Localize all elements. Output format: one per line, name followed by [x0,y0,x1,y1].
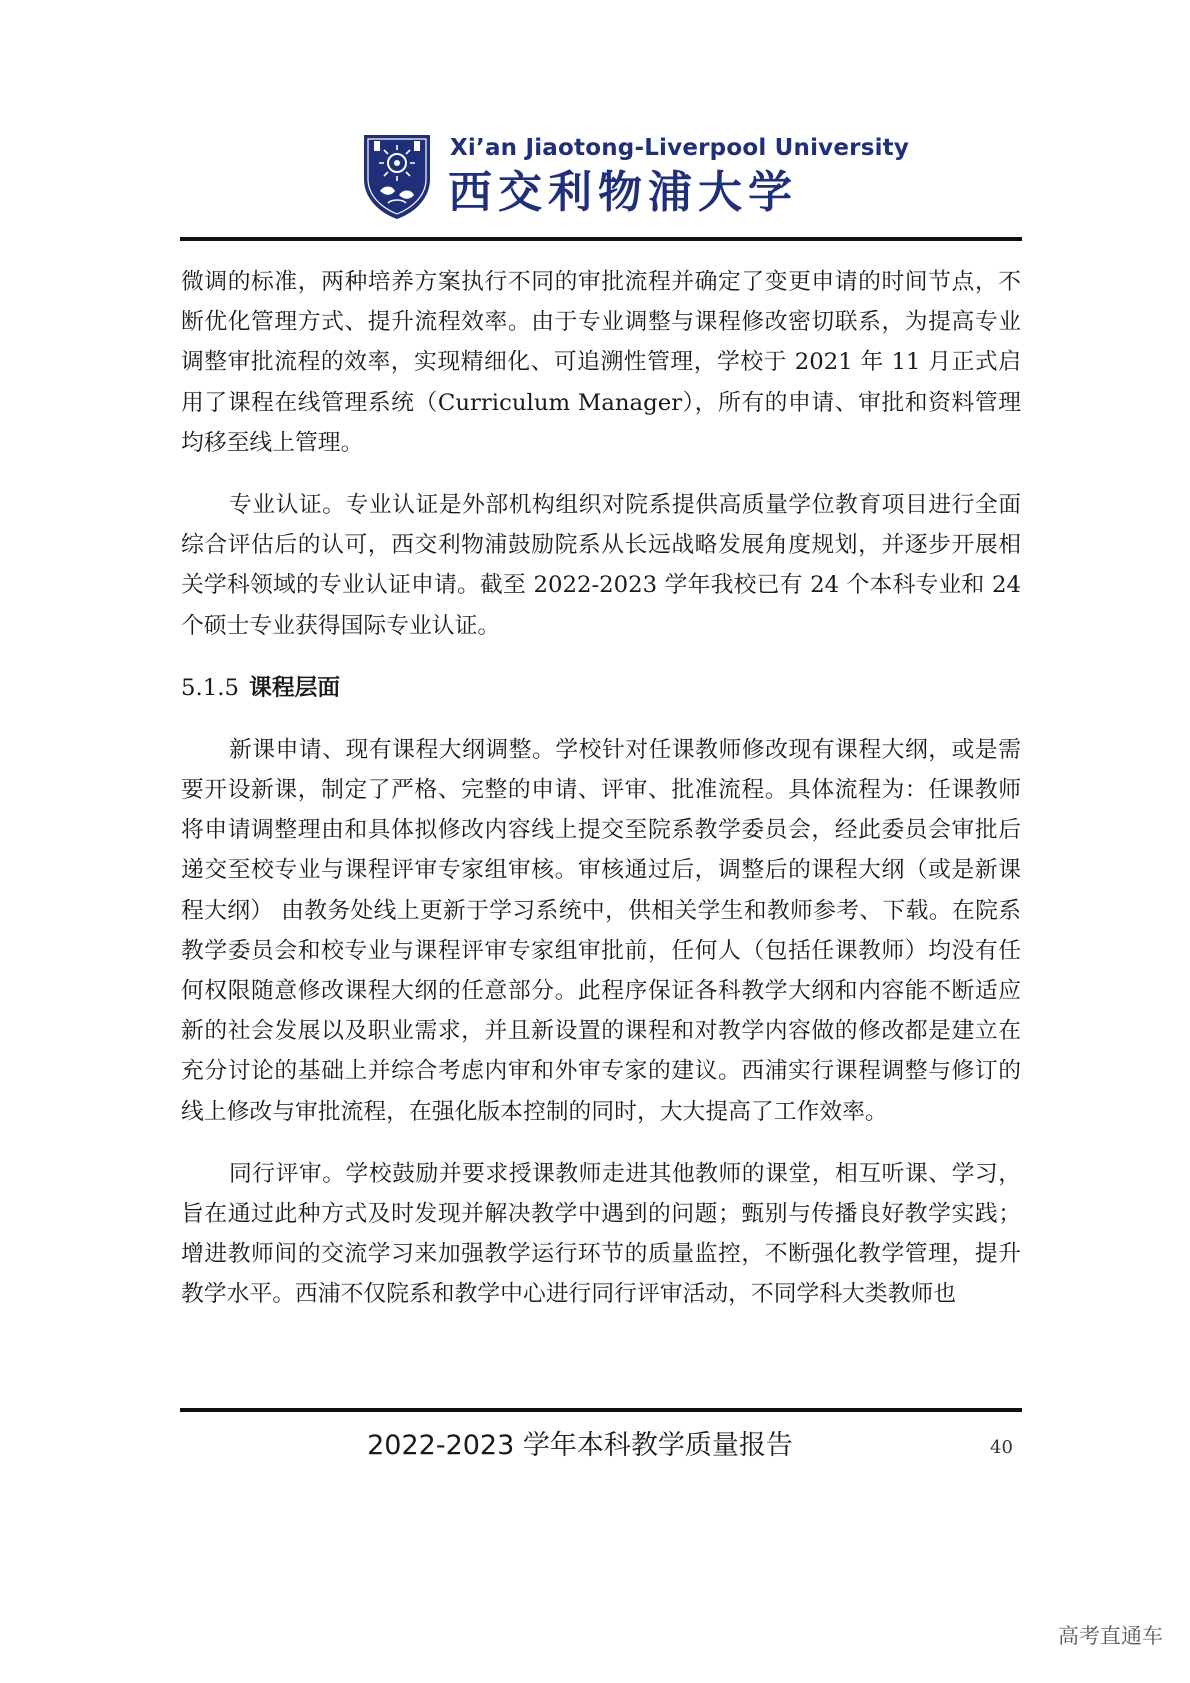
header-divider [180,237,1022,241]
paragraph-new-course: 新课申请、现有课程大纲调整。学校针对任课教师修改现有课程大纲，或是需要开设新课，制定了严格、完整的申请、评审、批准流程。具体流程为：任课教师将申请调整理由和具体拟修改内容线上提交至院系教学委员会，经此委员会审批后递交至校专业与课程评审专家组审核。审核通过后，调整后的课程大纲（或是新课程大纲） 由教务处线上更新于学习系统中，供相关学生和教师参考、下载。在院系教学委员会和校专业与课程评审专家组审批前，任何人（包括任课教师）均没有任何权限随意修改课程大纲的任意部分。此程序保证各科教学大纲和内容能不断适应新的社会发展以及职业需求，并且新设置的课程和对教学内容做的修改都是建立在充分讨论的基础上并综合考虑内审和外审专家的建议。西浦实行课程调整与修订的线上修改与审批流程，在强化版本控制的同时，大大提高了工作效率。 [181,736,1021,1125]
paragraph-peer-review: 同行评审。学校鼓励并要求授课教师走进其他教师的课堂，相互听课、学习，旨在通过此种方式及时发现并解决教学中遇到的问题；甄别与传播良好教学实践；增进教师间的交流学习来加强教学运行环节的质量监控，不断强化教学管理，提升教学水平。西浦不仅院系和教学中心进行同行评审活动，不同学科大类教师也 [181,1160,1021,1308]
footer-divider [180,1408,1022,1412]
section-heading [181,668,1021,708]
report-title: 2022-2023 学年本科教学质量报告 [367,1430,793,1461]
page-number: 40 [990,1437,1013,1458]
paragraph-accreditation: 专业认证。专业认证是外部机构组织对院系提供高质量学位教育项目进行全面综合评估后的认可，西交利物浦鼓励院系从长远战略发展角度规划，并逐步开展相关学科领域的专业认证申请。截至 2022-2023 学年我校已有 24 个本科专业和 24 个硕士专业获得国际专业认证。 [181,492,1021,639]
university-crest-icon [362,133,432,221]
section-number: 5.1.5 [181,674,240,701]
page-body [181,262,1021,1315]
university-name-en: Xi’an Jiaotong-Liverpool University [450,135,910,161]
section-title: 课程层面 [249,674,341,701]
university-header [362,133,910,223]
paragraph-curriculum-manager: 微调的标准，两种培养方案执行不同的审批流程并确定了变更申请的时间节点，不断优化管理方式、提升流程效率。由于专业调整与课程修改密切联系，为提高专业调整审批流程的效率，实现精细化、可追溯性管理，学校于 2021 年 11 月正式启用了课程在线管理系统（Curriculum Manager），所有的申请、审批和资料管理均移至线上管理。 [181,269,1021,456]
watermark-text: 高考直通车 [1058,1624,1163,1648]
university-name-zh: 西交利物浦大学 [448,167,798,218]
